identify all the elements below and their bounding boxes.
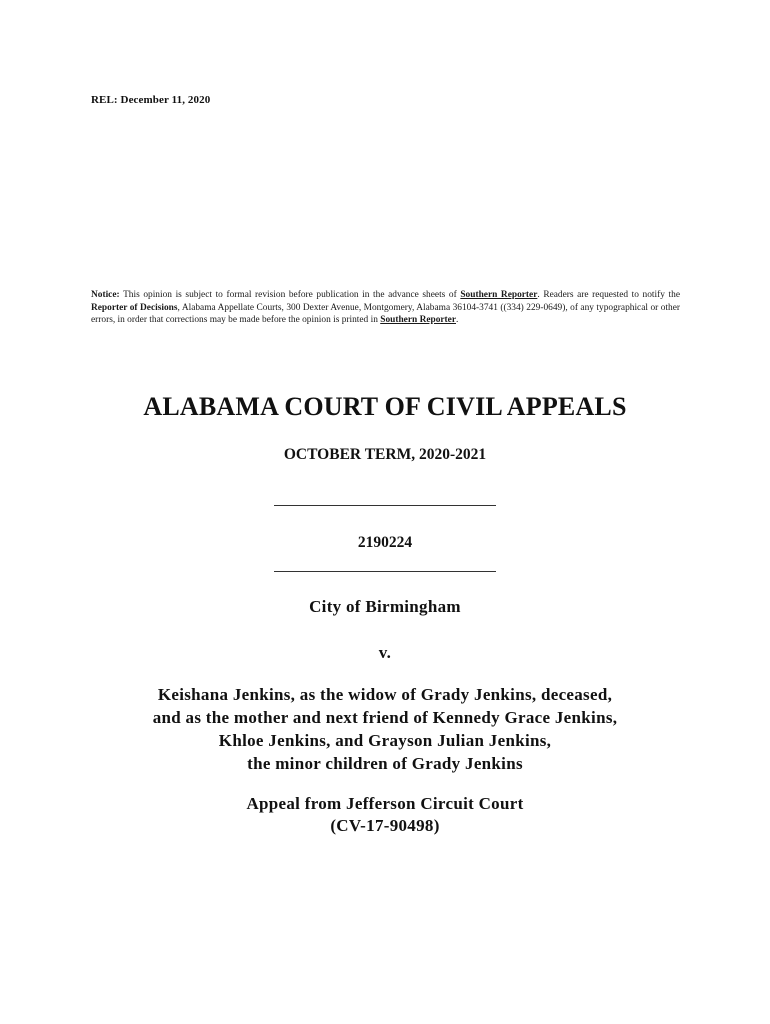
- notice-text-1: This opinion is subject to formal revision before publication in the advance sheets of: [119, 290, 461, 300]
- publication-notice: [91, 289, 680, 327]
- appellee-line: the minor children of Grady Jenkins: [247, 754, 523, 773]
- southern-reporter-ref-1: Southern Reporter: [460, 290, 538, 300]
- notice-text-3: , Alabama Appellate Courts, 300 Dexter Avenue, Montgomery, Alabama 36104-3741 ((334) 229-0649), of any typographical or other errors, in order that corrections may be made before the opinion is printed in: [91, 302, 680, 326]
- docket-number: 2190224: [357, 534, 413, 551]
- appeal-block: [0, 793, 770, 837]
- notice-text-2: . Readers are requested to notify the: [537, 290, 681, 300]
- appeal-from: Appeal from Jefferson Circuit Court: [246, 794, 524, 813]
- court-name: ALABAMA COURT OF CIVIL APPEALS: [143, 392, 627, 421]
- versus-label: v.: [378, 643, 392, 662]
- appellee-line: and as the mother and next friend of Kennedy Grace Jenkins,: [152, 708, 618, 727]
- release-date: REL: December 11, 2020: [91, 94, 211, 106]
- southern-reporter-ref-2: Southern Reporter: [380, 315, 457, 326]
- case-number: (CV-17-90498): [330, 816, 440, 835]
- appellant-name: City of Birmingham: [309, 597, 461, 616]
- reporter-of-decisions: Reporter of Decisions: [91, 302, 178, 313]
- appellee-block: [0, 683, 770, 775]
- notice-text-4: .: [456, 315, 459, 326]
- appellee-line: Keishana Jenkins, as the widow of Grady Jenkins, deceased,: [157, 685, 613, 704]
- appellee-line: Khloe Jenkins, and Grayson Julian Jenkins,: [218, 731, 552, 750]
- notice-label: Notice:: [91, 290, 120, 300]
- court-term: OCTOBER TERM, 2020-2021: [283, 446, 487, 463]
- divider-top: [274, 505, 496, 506]
- divider-bottom: [274, 571, 496, 572]
